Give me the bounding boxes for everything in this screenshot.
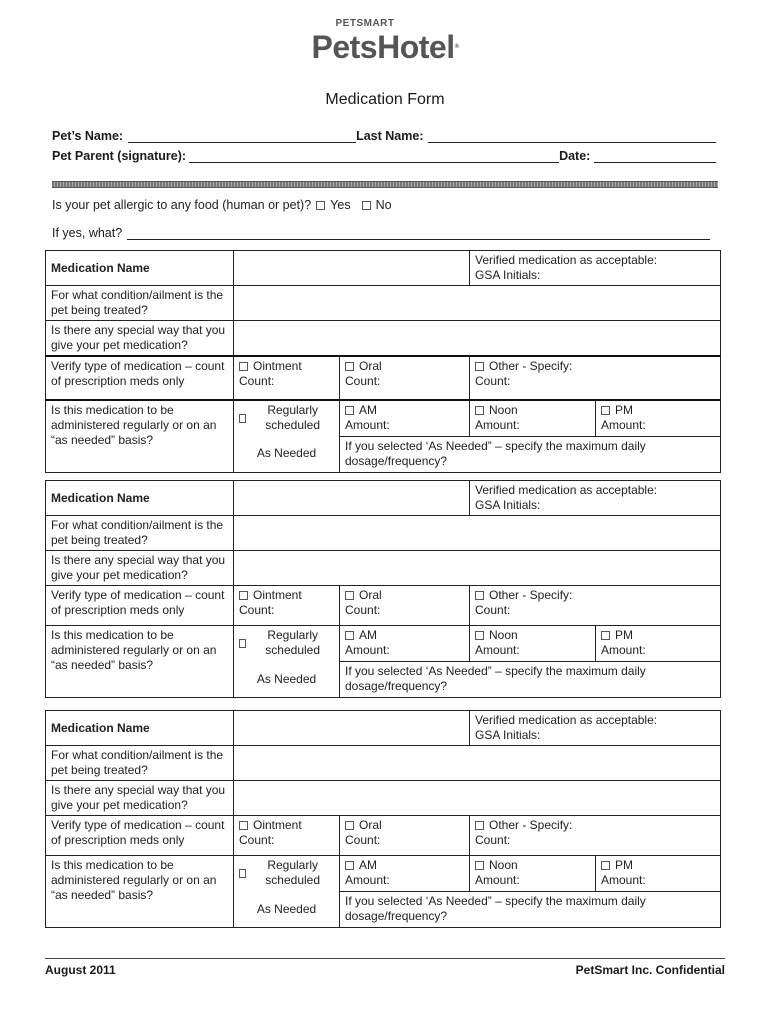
noon-cell[interactable]: [470, 856, 596, 892]
special-way-label: Is there any special way that you give your pet medication?: [46, 321, 234, 357]
verify-type-label: Verify type of medication – count of prescription meds only: [46, 356, 234, 400]
verified-label: Verified medication as acceptable:: [475, 253, 658, 267]
ointment-cell[interactable]: [234, 356, 340, 400]
noon-cell[interactable]: [470, 400, 596, 436]
pet-name-row: [52, 129, 716, 143]
special-way-label: Is there any special way that you give your pet medication?: [46, 781, 234, 816]
count-label: Count:: [345, 374, 381, 388]
regularly-label: Regularly scheduled: [265, 628, 321, 657]
noon-checkbox[interactable]: [475, 406, 484, 415]
pm-checkbox[interactable]: [601, 861, 610, 870]
ointment-label: Ointment: [253, 818, 302, 832]
pm-label: PM: [615, 858, 633, 872]
pm-cell[interactable]: [596, 400, 721, 436]
page-title: Medication Form: [325, 91, 445, 108]
ointment-checkbox[interactable]: [239, 821, 248, 830]
as-needed-specify-field[interactable]: If you selected ‘As Needed” – specify the maximum daily dosage/frequency?: [340, 436, 721, 472]
gsa-verification-cell[interactable]: [470, 251, 721, 286]
ointment-label: Ointment: [253, 359, 302, 373]
am-label: AM: [359, 403, 377, 417]
condition-field[interactable]: [234, 286, 721, 321]
administration-question: Is this medication to be administered regularly or on an “as needed” basis?: [46, 626, 234, 698]
amount-label: Amount:: [345, 873, 390, 887]
oral-label: Oral: [359, 818, 382, 832]
count-label: Count:: [475, 603, 511, 617]
verify-type-label: Verify type of medication – count of prescription meds only: [46, 586, 234, 626]
amount-label: Amount:: [601, 643, 646, 657]
pm-cell[interactable]: [596, 626, 721, 662]
medication-name-label: Medication Name: [46, 481, 234, 516]
am-label: AM: [359, 628, 377, 642]
if-yes-label: If yes, what?: [52, 226, 123, 240]
ointment-checkbox[interactable]: [239, 362, 248, 371]
amount-label: Amount:: [345, 643, 390, 657]
last-name-label: Last Name:: [356, 129, 424, 143]
as-needed-label: As Needed: [234, 662, 340, 698]
medication-name-field[interactable]: [234, 711, 470, 746]
condition-label: For what condition/ailment is the pet being treated?: [46, 286, 234, 321]
other-specify-label: Other - Specify:: [489, 588, 573, 602]
other-checkbox[interactable]: [475, 821, 484, 830]
amount-label: Amount:: [345, 418, 390, 432]
noon-label: Noon: [489, 858, 518, 872]
ointment-label: Ointment: [253, 588, 302, 602]
am-cell[interactable]: [340, 626, 470, 662]
allergy-if-yes-row: [52, 226, 710, 240]
other-cell[interactable]: [470, 356, 721, 400]
verified-label: Verified medication as acceptable:: [475, 483, 658, 497]
regularly-cell[interactable]: [234, 626, 340, 662]
registered-mark: ®: [454, 44, 459, 50]
am-checkbox[interactable]: [345, 631, 354, 640]
pm-label: PM: [615, 628, 633, 642]
administration-question: Is this medication to be administered regularly or on an “as needed” basis?: [46, 400, 234, 472]
am-label: AM: [359, 858, 377, 872]
if-yes-field[interactable]: [127, 227, 710, 240]
am-checkbox[interactable]: [345, 861, 354, 870]
as-needed-specify-field[interactable]: If you selected ‘As Needed” – specify the maximum daily dosage/frequency?: [340, 892, 721, 928]
noon-cell[interactable]: [470, 626, 596, 662]
amount-label: Amount:: [475, 643, 520, 657]
pet-parent-signature-field[interactable]: [189, 150, 559, 163]
pet-parent-row: [52, 149, 716, 163]
regularly-label: Regularly scheduled: [265, 858, 321, 887]
oral-checkbox[interactable]: [345, 821, 354, 830]
medication-name-field[interactable]: [234, 251, 470, 286]
other-specify-label: Other - Specify:: [489, 359, 573, 373]
ointment-checkbox[interactable]: [239, 591, 248, 600]
ointment-cell[interactable]: [234, 586, 340, 626]
amount-label: Amount:: [601, 418, 646, 432]
allergy-no-label: No: [375, 198, 392, 212]
oral-label: Oral: [359, 588, 382, 602]
gsa-verification-cell[interactable]: [470, 481, 721, 516]
other-cell[interactable]: [470, 586, 721, 626]
pm-checkbox[interactable]: [601, 631, 610, 640]
oral-cell[interactable]: [340, 356, 470, 400]
count-label: Count:: [345, 603, 381, 617]
pets-name-label: Pet’s Name:: [52, 129, 124, 143]
pet-parent-label: Pet Parent (signature):: [52, 149, 187, 163]
medication-name-field[interactable]: [234, 481, 470, 516]
pm-checkbox[interactable]: [601, 406, 610, 415]
allergy-yes-checkbox[interactable]: [316, 201, 325, 210]
noon-checkbox[interactable]: [475, 631, 484, 640]
regularly-checkbox[interactable]: [239, 639, 246, 648]
count-label: Count:: [239, 603, 275, 617]
noon-label: Noon: [489, 628, 518, 642]
verified-label: Verified medication as acceptable:: [475, 713, 658, 727]
am-checkbox[interactable]: [345, 406, 354, 415]
condition-field[interactable]: [234, 516, 721, 551]
pm-cell[interactable]: [596, 856, 721, 892]
pm-label: PM: [615, 403, 633, 417]
am-cell[interactable]: [340, 400, 470, 436]
regularly-cell[interactable]: [234, 856, 340, 892]
allergy-no-checkbox[interactable]: [362, 201, 371, 210]
oral-label: Oral: [359, 359, 382, 373]
amount-label: Amount:: [601, 873, 646, 887]
special-way-field[interactable]: [234, 781, 721, 816]
date-field[interactable]: [594, 150, 716, 163]
amount-label: Amount:: [475, 873, 520, 887]
petshotel-logo: [0, 18, 770, 63]
gsa-initials-label: GSA Initials:: [475, 498, 541, 512]
allergy-yes-label: Yes: [330, 198, 351, 212]
allergy-question: Is your pet allergic to any food (human or pet)?: [52, 198, 312, 212]
medication-block-3: [45, 710, 721, 928]
petshotel-wordmark: [311, 31, 458, 63]
medication-name-label: Medication Name: [46, 251, 234, 286]
oral-cell[interactable]: [340, 586, 470, 626]
noon-label: Noon: [489, 403, 518, 417]
footer-confidential: PetSmart Inc. Confidential: [575, 963, 725, 977]
other-cell[interactable]: [470, 816, 721, 856]
condition-label: For what condition/ailment is the pet being treated?: [46, 516, 234, 551]
medication-name-label: Medication Name: [46, 711, 234, 746]
regularly-label: Regularly scheduled: [265, 403, 321, 432]
gsa-initials-label: GSA Initials:: [475, 268, 541, 282]
section-divider: [52, 181, 718, 188]
as-needed-label: As Needed: [234, 892, 340, 928]
last-name-field[interactable]: [428, 130, 716, 143]
footer-date: August 2011: [45, 963, 116, 977]
petsmart-wordmark: PETSMART: [335, 18, 395, 29]
count-label: Count:: [239, 374, 275, 388]
allergy-question-row: [52, 198, 392, 212]
oral-cell[interactable]: [340, 816, 470, 856]
medication-block-2: [45, 480, 721, 698]
gsa-initials-label: GSA Initials:: [475, 728, 541, 742]
as-needed-specify-field[interactable]: If you selected ‘As Needed” – specify the maximum daily dosage/frequency?: [340, 662, 721, 698]
oral-checkbox[interactable]: [345, 591, 354, 600]
oral-checkbox[interactable]: [345, 362, 354, 371]
other-specify-label: Other - Specify:: [489, 818, 573, 832]
as-needed-label: As Needed: [234, 436, 340, 472]
pets-name-field[interactable]: [128, 130, 356, 143]
medication-block-1: [45, 250, 721, 473]
am-cell[interactable]: [340, 856, 470, 892]
regularly-cell[interactable]: [234, 400, 340, 436]
condition-label: For what condition/ailment is the pet being treated?: [46, 746, 234, 781]
special-way-field[interactable]: [234, 321, 721, 357]
administration-question: Is this medication to be administered regularly or on an “as needed” basis?: [46, 856, 234, 928]
count-label: Count:: [475, 374, 511, 388]
condition-field[interactable]: [234, 746, 721, 781]
other-checkbox[interactable]: [475, 362, 484, 371]
special-way-label: Is there any special way that you give your pet medication?: [46, 551, 234, 586]
regularly-checkbox[interactable]: [239, 869, 246, 878]
count-label: Count:: [475, 833, 511, 847]
regularly-checkbox[interactable]: [239, 414, 246, 423]
special-way-field[interactable]: [234, 551, 721, 586]
amount-label: Amount:: [475, 418, 520, 432]
ointment-cell[interactable]: [234, 816, 340, 856]
page-footer: [45, 958, 725, 977]
noon-checkbox[interactable]: [475, 861, 484, 870]
other-checkbox[interactable]: [475, 591, 484, 600]
gsa-verification-cell[interactable]: [470, 711, 721, 746]
count-label: Count:: [345, 833, 381, 847]
date-label: Date:: [559, 149, 591, 163]
verify-type-label: Verify type of medication – count of prescription meds only: [46, 816, 234, 856]
petshotel-name: PetsHotel: [311, 29, 455, 65]
count-label: Count:: [239, 833, 275, 847]
